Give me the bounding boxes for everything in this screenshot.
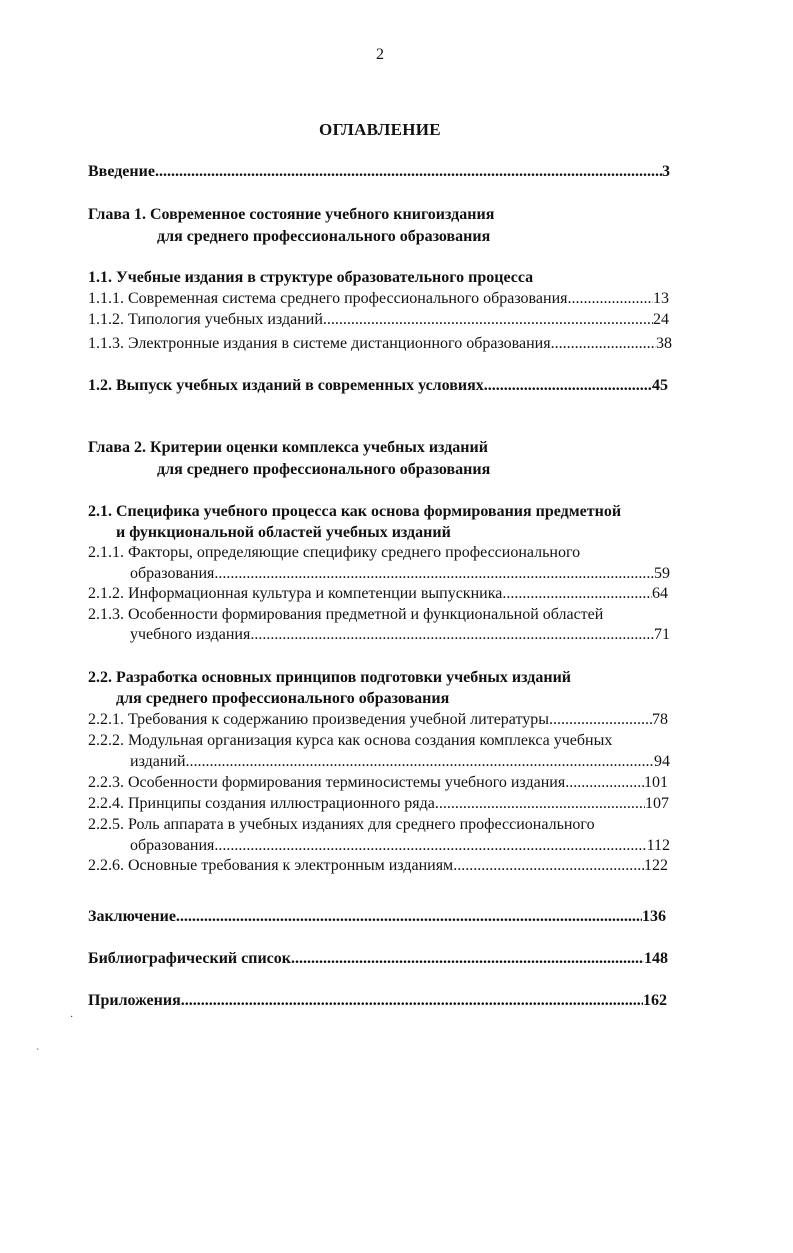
toc-entry-label: учебного издания (130, 626, 251, 643)
toc-entry-page: 24 (653, 311, 669, 328)
toc-entry-intro (88, 162, 670, 182)
toc-entry-label: 1.1.1. Современная система среднего профессионального образования (88, 290, 568, 307)
toc-entry-appendices (88, 991, 667, 1011)
toc-entry-page: 112 (646, 837, 670, 854)
toc-entry-page: 101 (644, 774, 668, 791)
toc-entry-2-2-6 (88, 856, 668, 876)
scan-speck: · (70, 1012, 74, 1023)
scan-speck: ` (36, 1048, 40, 1059)
toc-entry-2-2-3 (88, 773, 668, 793)
toc-entry-2-2-2-line1: 2.2.2. Модульная организация курса как основа создания комплекса учебных (88, 732, 613, 749)
toc-entry-page: 45 (652, 377, 668, 394)
toc-entry-page: 64 (652, 585, 668, 602)
toc-entry-page: 136 (642, 908, 666, 925)
toc-entry-1-1-3 (88, 334, 672, 354)
page-number: 2 (376, 46, 384, 63)
toc-entry-label: Приложения (88, 992, 181, 1009)
section-2-2-heading: 2.2. Разработка основных принципов подготовки учебных изданий (88, 669, 572, 686)
toc-entry-page: 148 (644, 950, 668, 967)
toc-entry-page: 38 (656, 335, 672, 352)
toc-entry-page: 107 (645, 795, 669, 812)
chapter-2-heading: Глава 2. Критерии оценки комплекса учебных изданий (88, 439, 488, 456)
toc-entry-page: 71 (654, 626, 670, 643)
toc-entry-label: 1.2. Выпуск учебных изданий в современных условиях (88, 377, 484, 394)
toc-entry-label: изданий (130, 753, 186, 770)
toc-entry-label: образования (130, 565, 215, 582)
toc-entry-page: 59 (654, 565, 670, 582)
section-2-1-heading: 2.1. Специфика учебного процесса как основа формирования предметной (88, 503, 622, 520)
toc-entry-label: 2.2.6. Основные требования к электронным изданиям (88, 857, 454, 874)
toc-entry-label: Библиографический список (88, 950, 291, 967)
toc-entry-page: 94 (654, 753, 670, 770)
toc-entry-page: 162 (643, 992, 667, 1009)
chapter-1-heading-cont: для среднего профессионального образования (157, 228, 491, 245)
toc-entry-conclusion (88, 907, 666, 927)
toc-entry-2-2-1 (88, 710, 668, 730)
toc-entry-label: 1.1.3. Электронные издания в системе дистанционного образования (88, 335, 551, 352)
toc-entry-1-1-2 (88, 310, 669, 330)
toc-entry-2-1-1-line1: 2.1.1. Факторы, определяющие специфику среднего профессионального (88, 544, 581, 561)
toc-entry-label: 2.2.1. Требования к содержанию произведения учебной литературы (88, 711, 550, 728)
toc-entry-label: образования (130, 837, 215, 854)
toc-entry-bibliography (88, 949, 668, 969)
toc-entry-label: Заключение (88, 908, 176, 925)
toc-entry-1-2 (88, 376, 668, 396)
section-2-2-heading-cont: для среднего профессионального образования (116, 690, 450, 707)
toc-title: ОГЛАВЛЕНИЕ (319, 120, 441, 139)
toc-entry-page: 122 (644, 857, 668, 874)
toc-entry-page: 13 (653, 290, 669, 307)
toc-entry-2-1-1 (130, 564, 670, 584)
toc-entry-page: 78 (652, 711, 668, 728)
chapter-2-heading-cont: для среднего профессионального образования (157, 461, 491, 478)
chapter-1-heading: Глава 1. Современное состояние учебного книгоиздания (88, 206, 495, 223)
toc-entry-2-2-2 (130, 752, 670, 772)
toc-entry-label: 2.2.3. Особенности формирования терминосистемы учебного издания (88, 774, 566, 791)
toc-entry-2-1-3-line1: 2.1.3. Особенности формирования предметной и функциональной областей (88, 606, 604, 623)
section-2-1-heading-cont: и функциональной областей учебных изданий (116, 524, 451, 541)
section-1-1-heading: 1.1. Учебные издания в структуре образовательного процесса (88, 269, 534, 286)
toc-entry-2-2-5-line1: 2.2.5. Роль аппарата в учебных изданиях для среднего профессионального (88, 816, 595, 833)
toc-entry-label: 2.2.4. Принципы создания иллюстрационного ряда (88, 795, 435, 812)
toc-entry-2-2-5 (130, 836, 670, 856)
toc-entry-1-1-1 (88, 289, 669, 309)
toc-entry-2-2-4 (88, 794, 669, 814)
toc-entry-2-1-3 (130, 625, 670, 645)
toc-entry-label: Введение (88, 163, 155, 180)
toc-entry-label: 2.1.2. Информационная культура и компетенции выпускника (88, 585, 503, 602)
toc-entry-label: 1.1.2. Типология учебных изданий (88, 311, 323, 328)
toc-entry-page: 3 (662, 163, 670, 180)
toc-entry-2-1-2 (88, 584, 668, 604)
